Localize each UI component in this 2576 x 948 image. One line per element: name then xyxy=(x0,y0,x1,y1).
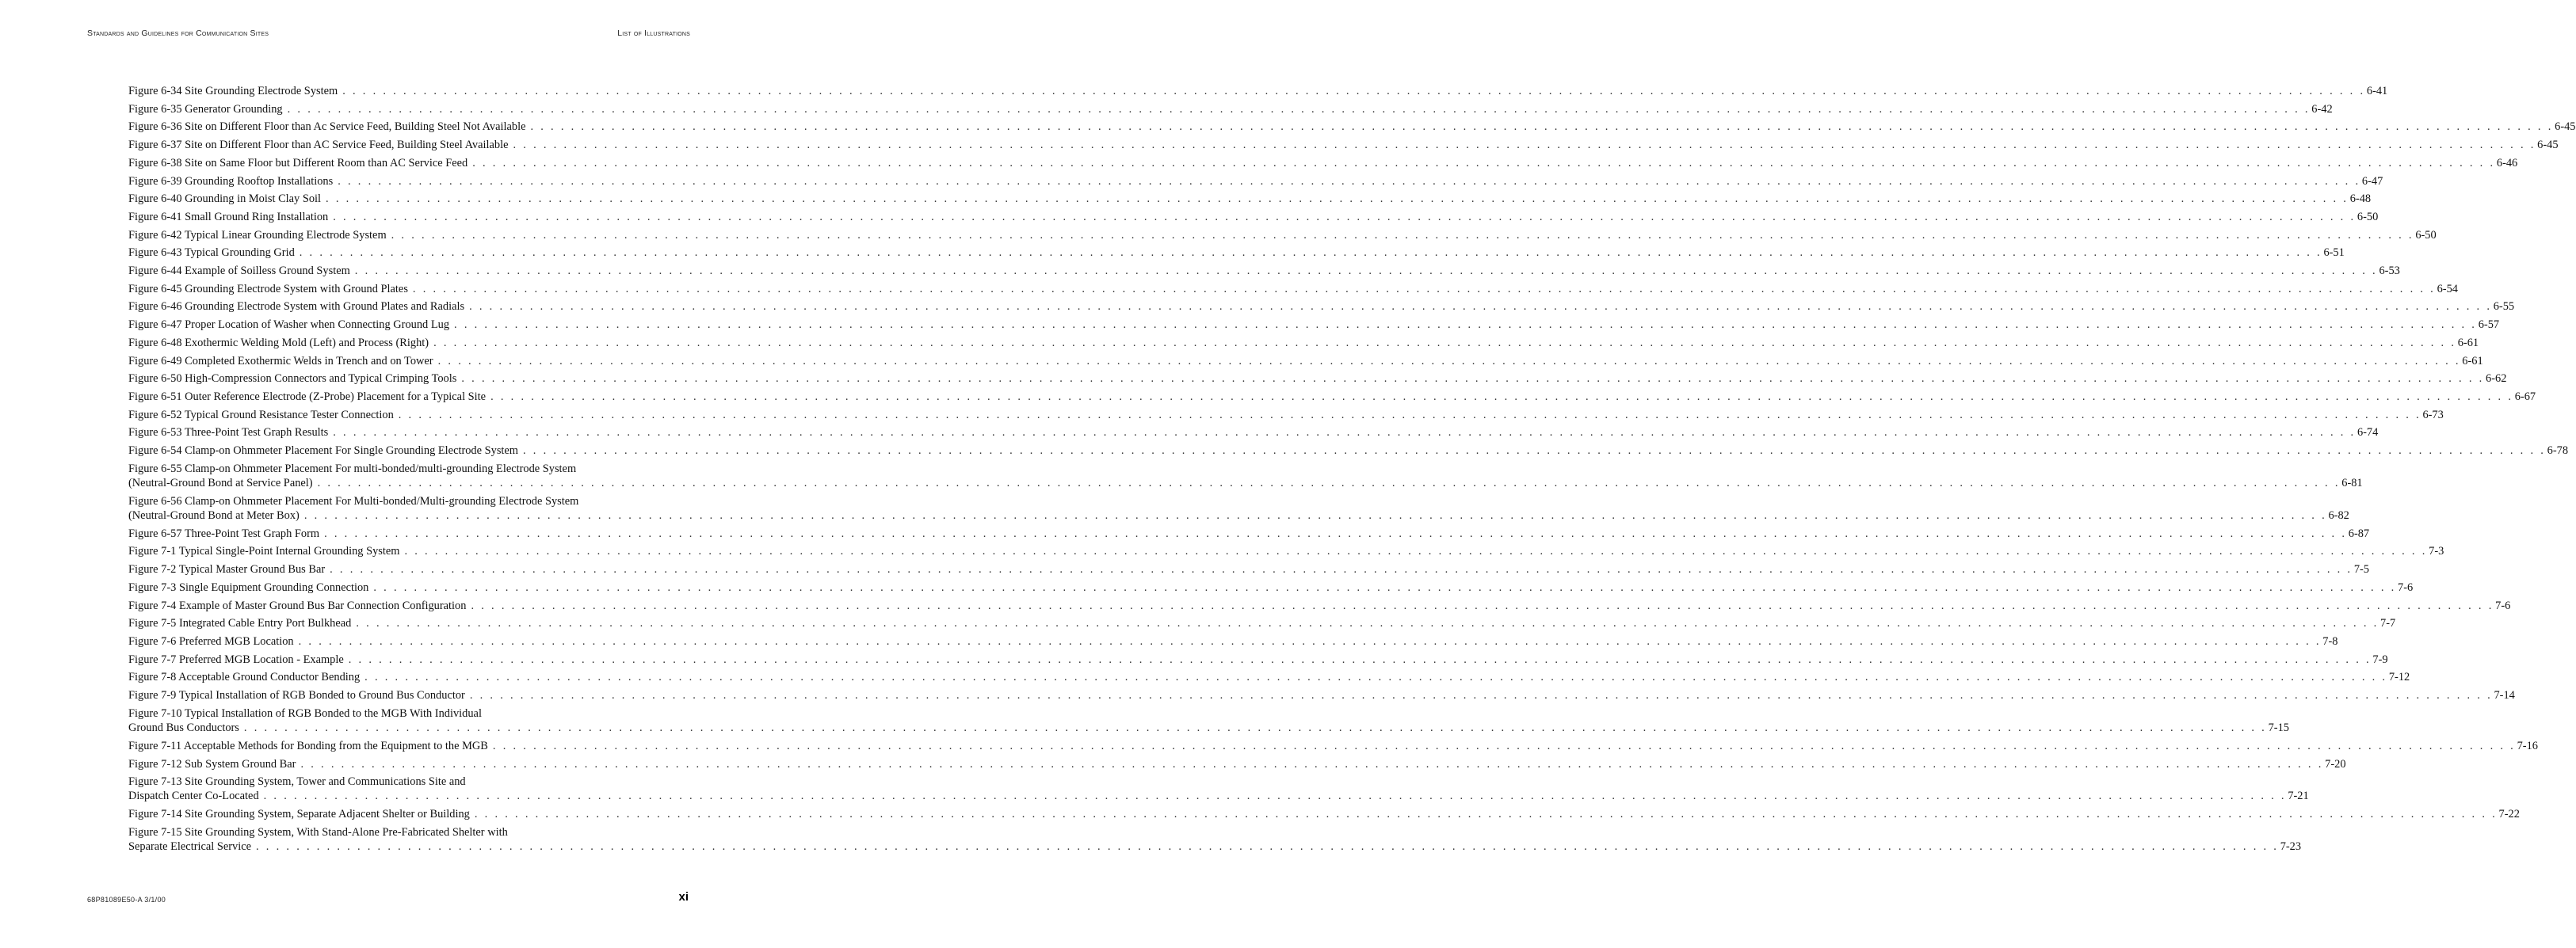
toc-entry[interactable] xyxy=(128,136,2559,154)
toc-entry[interactable] xyxy=(128,651,2388,669)
toc-entry-page: 6-55 xyxy=(2493,300,2515,314)
toc-entry[interactable] xyxy=(128,579,2414,597)
toc-entry-page: 7-12 xyxy=(2388,671,2410,684)
dot-leader: . . . . . . . . . . . . . . . . . . . . . . . . . . . . . . . . . . . . . . . . . . . . . . . . . . . . . . . . . . . . . . . . . . . . . . . . . . . . . . . . . . . . . . . . . . . . . . . . . . . . . . . . . . . . . . . . . . . . . . . . . . . . . . . . . . . . . . . . . . . . . . . . . . . . . . . . . . . . . . . . . . . . . . . . . . . . . . . . . . . . . . . . . . . . . . . . . . . . . . . . xyxy=(523,444,2546,458)
toc-entry-page: 7-6 xyxy=(2398,581,2414,594)
toc-entry-page: 6-74 xyxy=(2357,426,2379,440)
toc-entry-title-line1: Figure 7-10 Typical Installation of RGB Bonded to the MGB With Individual xyxy=(128,706,482,720)
toc-entry-title: Figure 6-42 Typical Linear Grounding Electrode System xyxy=(128,228,387,242)
dot-leader: . . . . . . . . . . . . . . . . . . . . . . . . . . . . . . . . . . . . . . . . . . . . . . . . . . . . . . . . . . . . . . . . . . . . . . . . . . . . . . . . . . . . . . . . . . . . . . . . . . . . . . . . . . . . . . . . . . . . . . . . . . . . . . . . . . . . . . . . . . . . . . . . . . . . . . . . . . . . . . . . . . . . . . . . . . . . . . . . . . . . . . . . . . . . . . . . . . . . . . . . xyxy=(412,282,2436,295)
dot-leader: . . . . . . . . . . . . . . . . . . . . . . . . . . . . . . . . . . . . . . . . . . . . . . . . . . . . . . . . . . . . . . . . . . . . . . . . . . . . . . . . . . . . . . . . . . . . . . . . . . . . . . . . . . . . . . . . . . . . . . . . . . . . . . . . . . . . . . . . . . . . . . . . . . . . . . . . . . . . . . . . . . . . . . . . . . . . . . . . . . . . . . . . . . . . . . . . . . . . . . . . xyxy=(492,739,2516,752)
toc-entry-title: Figure 7-6 Preferred MGB Location xyxy=(128,634,294,648)
toc-entry[interactable] xyxy=(128,705,2289,737)
toc-entry-page: 6-73 xyxy=(2422,408,2444,421)
dot-leader: . . . . . . . . . . . . . . . . . . . . . . . . . . . . . . . . . . . . . . . . . . . . . . . . . . . . . . . . . . . . . . . . . . . . . . . . . . . . . . . . . . . . . . . . . . . . . . . . . . . . . . . . . . . . . . . . . . . . . . . . . . . . . . . . . . . . . . . . . . . . . . . . . . . . . . . . . . . . . . . . . . . . . . . . . . . . . . . . . . . . . . . . . . . . . . . . . . . . . . . . xyxy=(398,408,2421,421)
toc-entry-title: Figure 6-45 Grounding Electrode System with Ground Plates xyxy=(128,282,408,295)
toc-entry-page: 6-81 xyxy=(2341,476,2363,489)
dot-leader: . . . . . . . . . . . . . . . . . . . . . . . . . . . . . . . . . . . . . . . . . . . . . . . . . . . . . . . . . . . . . . . . . . . . . . . . . . . . . . . . . . . . . . . . . . . . . . . . . . . . . . . . . . . . . . . . . . . . . . . . . . . . . . . . . . . . . . . . . . . . . . . . . . . . . . . . . . . . . . . . . . . . . . . . . . . . . . . . . . . . . . . . . . . . . . . . . . . . . . . . xyxy=(474,808,2498,821)
footer-document-id: 68P81089E50-A 3/1/00 xyxy=(87,896,166,904)
dot-leader: . . . . . . . . . . . . . . . . . . . . . . . . . . . . . . . . . . . . . . . . . . . . . . . . . . . . . . . . . . . . . . . . . . . . . . . . . . . . . . . . . . . . . . . . . . . . . . . . . . . . . . . . . . . . . . . . . . . . . . . . . . . . . . . . . . . . . . . . . . . . . . . . . . . . . . . . . . . . . . . . . . . . . . . . . . . . . . . . . . . . . . . . . . . . . . . . . . . . . . . . xyxy=(454,318,2477,332)
toc-entry-page: 7-23 xyxy=(2280,839,2302,853)
dot-leader: . . . . . . . . . . . . . . . . . . . . . . . . . . . . . . . . . . . . . . . . . . . . . . . . . . . . . . . . . . . . . . . . . . . . . . . . . . . . . . . . . . . . . . . . . . . . . . . . . . . . . . . . . . . . . . . . . . . . . . . . . . . . . . . . . . . . . . . . . . . . . . . . . . . . . . . . . . . . . . . . . . . . . . . . . . . . . . . . . . . . . . . . . . . . . . . . . . . . . . . . xyxy=(298,634,2322,648)
toc-entry-title: Figure 6-39 Grounding Rooftop Installations xyxy=(128,174,334,188)
toc-entry[interactable] xyxy=(128,737,2538,756)
toc-entry-page: 7-7 xyxy=(2380,617,2396,630)
dot-leader: . . . . . . . . . . . . . . . . . . . . . . . . . . . . . . . . . . . . . . . . . . . . . . . . . . . . . . . . . . . . . . . . . . . . . . . . . . . . . . . . . . . . . . . . . . . . . . . . . . . . . . . . . . . . . . . . . . . . . . . . . . . . . . . . . . . . . . . . . . . . . . . . . . . . . . . . . . . . . . . . . . . . . . . . . . . . . . . . . . . . . . . . . . . . . . . . . . . . . . . . xyxy=(303,508,2327,522)
toc-entry-title: Figure 7-7 Preferred MGB Location - Example xyxy=(128,653,344,666)
toc-entry-page: 7-15 xyxy=(2268,721,2289,734)
toc-entry-page: 6-87 xyxy=(2348,527,2370,540)
dot-leader: . . . . . . . . . . . . . . . . . . . . . . . . . . . . . . . . . . . . . . . . . . . . . . . . . . . . . . . . . . . . . . . . . . . . . . . . . . . . . . . . . . . . . . . . . . . . . . . . . . . . . . . . . . . . . . . . . . . . . . . . . . . . . . . . . . . . . . . . . . . . . . . . . . . . . . . . . . . . . . . . . . . . . . . . . . . . . . . . . . . . . . . . . . . . . . . . . . . . . . . . xyxy=(243,721,2267,734)
toc-entry[interactable] xyxy=(128,561,2369,579)
toc-entry[interactable] xyxy=(128,442,2569,460)
toc-entry[interactable] xyxy=(128,227,2437,245)
toc-entry-title: Figure 6-37 Site on Different Floor than AC Service Feed, Building Steel Available xyxy=(128,139,509,152)
toc-entry-page: 7-3 xyxy=(2429,545,2444,558)
toc-entry-page: 6-42 xyxy=(2311,102,2333,116)
dot-leader: . . . . . . . . . . . . . . . . . . . . . . . . . . . . . . . . . . . . . . . . . . . . . . . . . . . . . . . . . . . . . . . . . . . . . . . . . . . . . . . . . . . . . . . . . . . . . . . . . . . . . . . . . . . . . . . . . . . . . . . . . . . . . . . . . . . . . . . . . . . . . . . . . . . . . . . . . . . . . . . . . . . . . . . . . . . . . . . . . . . . . . . . . . . . . . . . . . . . . . . . xyxy=(333,426,2356,440)
toc-entry[interactable] xyxy=(128,316,2500,334)
toc-entry-title: Figure 7-1 Typical Single-Point Internal Grounding System xyxy=(128,545,400,558)
toc-entry-title: Figure 7-2 Typical Master Ground Bus Bar xyxy=(128,563,326,577)
toc-entry-page: 6-54 xyxy=(2437,282,2458,295)
dot-leader: . . . . . . . . . . . . . . . . . . . . . . . . . . . . . . . . . . . . . . . . . . . . . . . . . . . . . . . . . . . . . . . . . . . . . . . . . . . . . . . . . . . . . . . . . . . . . . . . . . . . . . . . . . . . . . . . . . . . . . . . . . . . . . . . . . . . . . . . . . . . . . . . . . . . . . . . . . . . . . . . . . . . . . . . . . . . . . . . . . . . . . . . . . . . . . . . . . . . . . . . xyxy=(326,192,2349,206)
toc-entry[interactable] xyxy=(128,298,2515,316)
dot-leader: . . . . . . . . . . . . . . . . . . . . . . . . . . . . . . . . . . . . . . . . . . . . . . . . . . . . . . . . . . . . . . . . . . . . . . . . . . . . . . . . . . . . . . . . . . . . . . . . . . . . . . . . . . . . . . . . . . . . . . . . . . . . . . . . . . . . . . . . . . . . . . . . . . . . . . . . . . . . . . . . . . . . . . . . . . . . . . . . . . . . . . . . . . . . . . . . . . . . . . . . xyxy=(404,545,2428,558)
toc-entry[interactable] xyxy=(128,388,2536,406)
dot-leader: . . . . . . . . . . . . . . . . . . . . . . . . . . . . . . . . . . . . . . . . . . . . . . . . . . . . . . . . . . . . . . . . . . . . . . . . . . . . . . . . . . . . . . . . . . . . . . . . . . . . . . . . . . . . . . . . . . . . . . . . . . . . . . . . . . . . . . . . . . . . . . . . . . . . . . . . . . . . . . . . . . . . . . . . . . . . . . . . . . . . . . . . . . . . . . . . . . . . . . . . xyxy=(330,563,2353,577)
toc-entry-title-line1: Figure 6-56 Clamp-on Ohmmeter Placement For Multi-bonded/Multi-grounding Electrode System xyxy=(128,494,579,508)
toc-entry-title: Figure 7-14 Site Grounding System, Separate Adjacent Shelter or Building xyxy=(128,808,470,821)
toc-entry-page: 6-51 xyxy=(2323,246,2345,260)
dot-leader: . . . . . . . . . . . . . . . . . . . . . . . . . . . . . . . . . . . . . . . . . . . . . . . . . . . . . . . . . . . . . . . . . . . . . . . . . . . . . . . . . . . . . . . . . . . . . . . . . . . . . . . . . . . . . . . . . . . . . . . . . . . . . . . . . . . . . . . . . . . . . . . . . . . . . . . . . . . . . . . . . . . . . . . . . . . . . . . . . . . . . . . . . . . . . . . . . . . . . . . . xyxy=(530,120,2554,134)
toc-entry[interactable] xyxy=(128,773,2309,805)
toc-entry-title: Figure 6-49 Completed Exothermic Welds in Trench and on Tower xyxy=(128,354,433,367)
dot-leader: . . . . . . . . . . . . . . . . . . . . . . . . . . . . . . . . . . . . . . . . . . . . . . . . . . . . . . . . . . . . . . . . . . . . . . . . . . . . . . . . . . . . . . . . . . . . . . . . . . . . . . . . . . . . . . . . . . . . . . . . . . . . . . . . . . . . . . . . . . . . . . . . . . . . . . . . . . . . . . . . . . . . . . . . . . . . . . . . . . . . . . . . . . . . . . . . . . . . . . . . xyxy=(391,228,2414,242)
dot-leader: . . . . . . . . . . . . . . . . . . . . . . . . . . . . . . . . . . . . . . . . . . . . . . . . . . . . . . . . . . . . . . . . . . . . . . . . . . . . . . . . . . . . . . . . . . . . . . . . . . . . . . . . . . . . . . . . . . . . . . . . . . . . . . . . . . . . . . . . . . . . . . . . . . . . . . . . . . . . . . . . . . . . . . . . . . . . . . . . . . . . . . . . . . . . . . . . . . . . . . . . xyxy=(263,790,2287,803)
toc-entry-page: 7-22 xyxy=(2498,808,2520,821)
toc-entry-title: Figure 6-50 High-Compression Connectors and Typical Crimping Tools xyxy=(128,372,457,386)
toc-entry[interactable] xyxy=(128,424,2379,442)
toc-entry-page: 7-14 xyxy=(2494,689,2515,702)
toc-entry[interactable] xyxy=(128,687,2515,705)
dot-leader: . . . . . . . . . . . . . . . . . . . . . . . . . . . . . . . . . . . . . . . . . . . . . . . . . . . . . . . . . . . . . . . . . . . . . . . . . . . . . . . . . . . . . . . . . . . . . . . . . . . . . . . . . . . . . . . . . . . . . . . . . . . . . . . . . . . . . . . . . . . . . . . . . . . . . . . . . . . . . . . . . . . . . . . . . . . . . . . . . . . . . . . . . . . . . . . . . . . . . . . . xyxy=(356,617,2379,630)
toc-entry-page: 6-50 xyxy=(2415,228,2437,242)
toc-entry[interactable] xyxy=(128,615,2396,633)
toc-entry-page: 7-16 xyxy=(2517,739,2538,752)
dot-leader: . . . . . . . . . . . . . . . . . . . . . . . . . . . . . . . . . . . . . . . . . . . . . . . . . . . . . . . . . . . . . . . . . . . . . . . . . . . . . . . . . . . . . . . . . . . . . . . . . . . . . . . . . . . . . . . . . . . . . . . . . . . . . . . . . . . . . . . . . . . . . . . . . . . . . . . . . . . . . . . . . . . . . . . . . . . . . . . . . . . . . . . . . . . . . . . . . . . . . . . . xyxy=(300,757,2324,771)
toc-entry[interactable] xyxy=(128,352,2483,371)
dot-leader: . . . . . . . . . . . . . . . . . . . . . . . . . . . . . . . . . . . . . . . . . . . . . . . . . . . . . . . . . . . . . . . . . . . . . . . . . . . . . . . . . . . . . . . . . . . . . . . . . . . . . . . . . . . . . . . . . . . . . . . . . . . . . . . . . . . . . . . . . . . . . . . . . . . . . . . . . . . . . . . . . . . . . . . . . . . . . . . . . . . . . . . . . . . . . . . . . . . . . . . . xyxy=(364,671,2387,684)
toc-entry[interactable] xyxy=(128,101,2333,119)
dot-leader: . . . . . . . . . . . . . . . . . . . . . . . . . . . . . . . . . . . . . . . . . . . . . . . . . . . . . . . . . . . . . . . . . . . . . . . . . . . . . . . . . . . . . . . . . . . . . . . . . . . . . . . . . . . . . . . . . . . . . . . . . . . . . . . . . . . . . . . . . . . . . . . . . . . . . . . . . . . . . . . . . . . . . . . . . . . . . . . . . . . . . . . . . . . . . . . . . . . . . . . . xyxy=(461,372,2485,386)
dot-leader: . . . . . . . . . . . . . . . . . . . . . . . . . . . . . . . . . . . . . . . . . . . . . . . . . . . . . . . . . . . . . . . . . . . . . . . . . . . . . . . . . . . . . . . . . . . . . . . . . . . . . . . . . . . . . . . . . . . . . . . . . . . . . . . . . . . . . . . . . . . . . . . . . . . . . . . . . . . . . . . . . . . . . . . . . . . . . . . . . . . . . . . . . . . . . . . . . . . . . . . . xyxy=(317,476,2341,489)
toc-entry-title: Figure 6-41 Small Ground Ring Installation xyxy=(128,210,329,223)
toc-entry[interactable] xyxy=(128,334,2479,352)
toc-entry[interactable] xyxy=(128,668,2410,687)
toc-entry-title-line1: Figure 7-13 Site Grounding System, Tower and Communications Site and xyxy=(128,775,466,789)
toc-entry-page: 6-61 xyxy=(2457,336,2479,349)
toc-entry[interactable] xyxy=(128,244,2345,262)
toc-entry-title: Figure 6-44 Example of Soilless Ground System xyxy=(128,265,350,278)
toc-entry-title: Figure 6-47 Proper Location of Washer when Connecting Ground Lug xyxy=(128,318,450,332)
dot-leader: . . . . . . . . . . . . . . . . . . . . . . . . . . . . . . . . . . . . . . . . . . . . . . . . . . . . . . . . . . . . . . . . . . . . . . . . . . . . . . . . . . . . . . . . . . . . . . . . . . . . . . . . . . . . . . . . . . . . . . . . . . . . . . . . . . . . . . . . . . . . . . . . . . . . . . . . . . . . . . . . . . . . . . . . . . . . . . . . . . . . . . . . . . . . . . . . . . . . . . . . xyxy=(324,527,2347,540)
toc-entry-page: 6-45 xyxy=(2537,139,2559,152)
dot-leader: . . . . . . . . . . . . . . . . . . . . . . . . . . . . . . . . . . . . . . . . . . . . . . . . . . . . . . . . . . . . . . . . . . . . . . . . . . . . . . . . . . . . . . . . . . . . . . . . . . . . . . . . . . . . . . . . . . . . . . . . . . . . . . . . . . . . . . . . . . . . . . . . . . . . . . . . . . . . . . . . . . . . . . . . . . . . . . . . . . . . . . . . . . . . . . . . . . . . . . . . xyxy=(490,390,2513,403)
dot-leader: . . . . . . . . . . . . . . . . . . . . . . . . . . . . . . . . . . . . . . . . . . . . . . . . . . . . . . . . . . . . . . . . . . . . . . . . . . . . . . . . . . . . . . . . . . . . . . . . . . . . . . . . . . . . . . . . . . . . . . . . . . . . . . . . . . . . . . . . . . . . . . . . . . . . . . . . . . . . . . . . . . . . . . . . . . . . . . . . . . . . . . . . . . . . . . . . . . . . . . . . xyxy=(299,246,2322,260)
toc-entry-title: Ground Bus Conductors xyxy=(128,721,239,734)
toc-entry-page: 6-47 xyxy=(2361,174,2383,188)
dot-leader: . . . . . . . . . . . . . . . . . . . . . . . . . . . . . . . . . . . . . . . . . . . . . . . . . . . . . . . . . . . . . . . . . . . . . . . . . . . . . . . . . . . . . . . . . . . . . . . . . . . . . . . . . . . . . . . . . . . . . . . . . . . . . . . . . . . . . . . . . . . . . . . . . . . . . . . . . . . . . . . . . . . . . . . . . . . . . . . . . . . . . . . . . . . . . . . . . . . . . . . . xyxy=(471,599,2494,612)
toc-entry-page: 6-53 xyxy=(2379,265,2400,278)
toc-entry-title: Figure 6-54 Clamp-on Ohmmeter Placement For Single Grounding Electrode System xyxy=(128,444,518,458)
toc-entry[interactable] xyxy=(128,280,2458,299)
toc-entry[interactable] xyxy=(128,118,2576,136)
toc-entry-page: 7-8 xyxy=(2322,634,2338,648)
dot-leader: . . . . . . . . . . . . . . . . . . . . . . . . . . . . . . . . . . . . . . . . . . . . . . . . . . . . . . . . . . . . . . . . . . . . . . . . . . . . . . . . . . . . . . . . . . . . . . . . . . . . . . . . . . . . . . . . . . . . . . . . . . . . . . . . . . . . . . . . . . . . . . . . . . . . . . . . . . . . . . . . . . . . . . . . . . . . . . . . . . . . . . . . . . . . . . . . . . . . . . . . xyxy=(287,102,2311,116)
running-header-section: List of Illustrations xyxy=(617,29,690,38)
toc-entry[interactable] xyxy=(128,493,2349,525)
toc-entry-page: 6-41 xyxy=(2366,85,2388,97)
running-header-title: Standards and Guidelines for Communication Sites xyxy=(87,29,269,38)
dot-leader: . . . . . . . . . . . . . . . . . . . . . . . . . . . . . . . . . . . . . . . . . . . . . . . . . . . . . . . . . . . . . . . . . . . . . . . . . . . . . . . . . . . . . . . . . . . . . . . . . . . . . . . . . . . . . . . . . . . . . . . . . . . . . . . . . . . . . . . . . . . . . . . . . . . . . . . . . . . . . . . . . . . . . . . . . . . . . . . . . . . . . . . . . . . . . . . . . . . . . . . . xyxy=(472,156,2495,169)
toc-entry-page: 6-78 xyxy=(2547,444,2569,458)
toc-entry-title: Figure 7-11 Acceptable Methods for Bonding from the Equipment to the MGB xyxy=(128,739,488,752)
dot-leader: . . . . . . . . . . . . . . . . . . . . . . . . . . . . . . . . . . . . . . . . . . . . . . . . . . . . . . . . . . . . . . . . . . . . . . . . . . . . . . . . . . . . . . . . . . . . . . . . . . . . . . . . . . . . . . . . . . . . . . . . . . . . . . . . . . . . . . . . . . . . . . . . . . . . . . . . . . . . . . . . . . . . . . . . . . . . . . . . . . . . . . . . . . . . . . . . . . . . . . . . xyxy=(433,336,2456,349)
toc-entry[interactable] xyxy=(128,262,2400,280)
toc-entry-page: 7-21 xyxy=(2288,790,2309,803)
toc-entry-page: 7-20 xyxy=(2325,757,2346,771)
footer-page-number: xi xyxy=(678,890,689,904)
toc-entry-page: 7-6 xyxy=(2495,599,2511,612)
toc-entry-page: 6-67 xyxy=(2514,390,2536,403)
toc-entry[interactable] xyxy=(128,824,2302,856)
list-of-illustrations xyxy=(128,82,2576,856)
toc-entry-title: Figure 6-38 Site on Same Floor but Different Room than AC Service Feed xyxy=(128,156,468,169)
toc-entry[interactable] xyxy=(128,756,2346,774)
dot-leader: . . . . . . . . . . . . . . . . . . . . . . . . . . . . . . . . . . . . . . . . . . . . . . . . . . . . . . . . . . . . . . . . . . . . . . . . . . . . . . . . . . . . . . . . . . . . . . . . . . . . . . . . . . . . . . . . . . . . . . . . . . . . . . . . . . . . . . . . . . . . . . . . . . . . . . . . . . . . . . . . . . . . . . . . . . . . . . . . . . . . . . . . . . . . . . . . . . . . . . . . xyxy=(469,689,2493,702)
toc-entry[interactable] xyxy=(128,82,2388,101)
dot-leader: . . . . . . . . . . . . . . . . . . . . . . . . . . . . . . . . . . . . . . . . . . . . . . . . . . . . . . . . . . . . . . . . . . . . . . . . . . . . . . . . . . . . . . . . . . . . . . . . . . . . . . . . . . . . . . . . . . . . . . . . . . . . . . . . . . . . . . . . . . . . . . . . . . . . . . . . . . . . . . . . . . . . . . . . . . . . . . . . . . . . . . . . . . . . . . . . . . . . . . . . xyxy=(373,581,2397,594)
toc-entry-page: 7-9 xyxy=(2372,653,2388,666)
toc-entry-title: Dispatch Center Co-Located xyxy=(128,790,259,803)
toc-entry[interactable] xyxy=(128,805,2520,824)
dot-leader: . . . . . . . . . . . . . . . . . . . . . . . . . . . . . . . . . . . . . . . . . . . . . . . . . . . . . . . . . . . . . . . . . . . . . . . . . . . . . . . . . . . . . . . . . . . . . . . . . . . . . . . . . . . . . . . . . . . . . . . . . . . . . . . . . . . . . . . . . . . . . . . . . . . . . . . . . . . . . . . . . . . . . . . . . . . . . . . . . . . . . . . . . . . . . . . . . . . . . . . . xyxy=(338,174,2360,188)
toc-entry-title: Figure 7-12 Sub System Ground Bar xyxy=(128,757,296,771)
dot-leader: . . . . . . . . . . . . . . . . . . . . . . . . . . . . . . . . . . . . . . . . . . . . . . . . . . . . . . . . . . . . . . . . . . . . . . . . . . . . . . . . . . . . . . . . . . . . . . . . . . . . . . . . . . . . . . . . . . . . . . . . . . . . . . . . . . . . . . . . . . . . . . . . . . . . . . . . . . . . . . . . . . . . . . . . . . . . . . . . . . . . . . . . . . . . . . . . . . . . . . . . xyxy=(469,300,2492,314)
toc-entry-page: 6-50 xyxy=(2357,210,2379,223)
dot-leader: . . . . . . . . . . . . . . . . . . . . . . . . . . . . . . . . . . . . . . . . . . . . . . . . . . . . . . . . . . . . . . . . . . . . . . . . . . . . . . . . . . . . . . . . . . . . . . . . . . . . . . . . . . . . . . . . . . . . . . . . . . . . . . . . . . . . . . . . . . . . . . . . . . . . . . . . . . . . . . . . . . . . . . . . . . . . . . . . . . . . . . . . . . . . . . . . . . . . . . . . xyxy=(354,265,2378,278)
toc-entry-title: Separate Electrical Service xyxy=(128,839,252,853)
toc-entry-title: Figure 6-36 Site on Different Floor than Ac Service Feed, Building Steel Not Available xyxy=(128,120,526,134)
toc-entry-title: Figure 7-9 Typical Installation of RGB Bonded to Ground Bus Conductor xyxy=(128,689,465,702)
toc-entry-title-line1: Figure 6-55 Clamp-on Ohmmeter Placement For multi-bonded/multi-grounding Electrode System xyxy=(128,462,577,475)
toc-entry[interactable] xyxy=(128,154,2518,173)
toc-entry-title: Figure 6-48 Exothermic Welding Mold (Left) and Process (Right) xyxy=(128,336,429,349)
toc-entry-page: 6-61 xyxy=(2462,354,2483,367)
toc-entry-title: Figure 6-40 Grounding in Moist Clay Soil xyxy=(128,192,322,206)
toc-entry-title: Figure 6-34 Site Grounding Electrode System xyxy=(128,85,338,97)
dot-leader: . . . . . . . . . . . . . . . . . . . . . . . . . . . . . . . . . . . . . . . . . . . . . . . . . . . . . . . . . . . . . . . . . . . . . . . . . . . . . . . . . . . . . . . . . . . . . . . . . . . . . . . . . . . . . . . . . . . . . . . . . . . . . . . . . . . . . . . . . . . . . . . . . . . . . . . . . . . . . . . . . . . . . . . . . . . . . . . . . . . . . . . . . . . . . . . . . . . . . . . . xyxy=(333,210,2356,223)
toc-entry-title: Figure 6-57 Three-Point Test Graph Form xyxy=(128,527,320,540)
toc-entry-title: Figure 6-53 Three-Point Test Graph Results xyxy=(128,426,329,440)
toc-entry-title: Figure 6-51 Outer Reference Electrode (Z-Probe) Placement for a Typical Site xyxy=(128,390,487,403)
dot-leader: . . . . . . . . . . . . . . . . . . . . . . . . . . . . . . . . . . . . . . . . . . . . . . . . . . . . . . . . . . . . . . . . . . . . . . . . . . . . . . . . . . . . . . . . . . . . . . . . . . . . . . . . . . . . . . . . . . . . . . . . . . . . . . . . . . . . . . . . . . . . . . . . . . . . . . . . . . . . . . . . . . . . . . . . . . . . . . . . . . . . . . . . . . . . . . . . . . . . . . . . xyxy=(513,139,2536,152)
toc-entry-title: Figure 7-8 Acceptable Ground Conductor Bending xyxy=(128,671,361,684)
toc-entry[interactable] xyxy=(128,406,2444,425)
toc-entry[interactable] xyxy=(128,597,2511,615)
toc-entry-page: 6-62 xyxy=(2486,372,2507,386)
toc-entry-title: Figure 6-52 Typical Ground Resistance Tester Connection xyxy=(128,408,394,421)
toc-entry-title: Figure 6-43 Typical Grounding Grid xyxy=(128,246,295,260)
toc-entry-title: Figure 7-4 Example of Master Ground Bus Bar Connection Configuration xyxy=(128,599,467,612)
dot-leader: . . . . . . . . . . . . . . . . . . . . . . . . . . . . . . . . . . . . . . . . . . . . . . . . . . . . . . . . . . . . . . . . . . . . . . . . . . . . . . . . . . . . . . . . . . . . . . . . . . . . . . . . . . . . . . . . . . . . . . . . . . . . . . . . . . . . . . . . . . . . . . . . . . . . . . . . . . . . . . . . . . . . . . . . . . . . . . . . . . . . . . . . . . . . . . . . . . . . . . . . xyxy=(348,653,2372,666)
toc-entry[interactable] xyxy=(128,543,2444,561)
toc-entry-title-line1: Figure 7-15 Site Grounding System, With Stand-Alone Pre-Fabricated Shelter with xyxy=(128,825,508,839)
toc-entry-page: 6-46 xyxy=(2496,156,2518,169)
dot-leader: . . . . . . . . . . . . . . . . . . . . . . . . . . . . . . . . . . . . . . . . . . . . . . . . . . . . . . . . . . . . . . . . . . . . . . . . . . . . . . . . . . . . . . . . . . . . . . . . . . . . . . . . . . . . . . . . . . . . . . . . . . . . . . . . . . . . . . . . . . . . . . . . . . . . . . . . . . . . . . . . . . . . . . . . . . . . . . . . . . . . . . . . . . . . . . . . . . . . . . . . xyxy=(437,354,2461,367)
toc-entry-title: Figure 7-5 Integrated Cable Entry Port Bulkhead xyxy=(128,617,352,630)
toc-entry-page: 6-57 xyxy=(2478,318,2500,332)
toc-entry[interactable] xyxy=(128,460,2363,493)
toc-entry[interactable] xyxy=(128,370,2507,388)
toc-entry[interactable] xyxy=(128,173,2383,191)
toc-entry[interactable] xyxy=(128,208,2379,227)
toc-entry[interactable] xyxy=(128,525,2370,543)
toc-entry-page: 7-5 xyxy=(2353,563,2369,577)
toc-entry-page: 6-45 xyxy=(2555,120,2576,134)
toc-entry-page: 6-48 xyxy=(2349,192,2372,206)
toc-entry-title: Figure 7-3 Single Equipment Grounding Connection xyxy=(128,581,369,594)
toc-entry-page: 6-82 xyxy=(2328,508,2349,522)
toc-entry[interactable] xyxy=(128,633,2338,651)
toc-entry[interactable] xyxy=(128,190,2372,208)
toc-entry-title: (Neutral-Ground Bond at Meter Box) xyxy=(128,508,300,522)
toc-entry-title: Figure 6-35 Generator Grounding xyxy=(128,102,283,116)
dot-leader: . . . . . . . . . . . . . . . . . . . . . . . . . . . . . . . . . . . . . . . . . . . . . . . . . . . . . . . . . . . . . . . . . . . . . . . . . . . . . . . . . . . . . . . . . . . . . . . . . . . . . . . . . . . . . . . . . . . . . . . . . . . . . . . . . . . . . . . . . . . . . . . . . . . . . . . . . . . . . . . . . . . . . . . . . . . . . . . . . . . . . . . . . . . . . . . . . . . . . . . . xyxy=(342,85,2365,97)
dot-leader: . . . . . . . . . . . . . . . . . . . . . . . . . . . . . . . . . . . . . . . . . . . . . . . . . . . . . . . . . . . . . . . . . . . . . . . . . . . . . . . . . . . . . . . . . . . . . . . . . . . . . . . . . . . . . . . . . . . . . . . . . . . . . . . . . . . . . . . . . . . . . . . . . . . . . . . . . . . . . . . . . . . . . . . . . . . . . . . . . . . . . . . . . . . . . . . . . . . . . . . . xyxy=(256,839,2279,853)
toc-entry-title: Figure 6-46 Grounding Electrode System with Ground Plates and Radials xyxy=(128,300,465,314)
toc-entry-title: (Neutral-Ground Bond at Service Panel) xyxy=(128,476,313,489)
